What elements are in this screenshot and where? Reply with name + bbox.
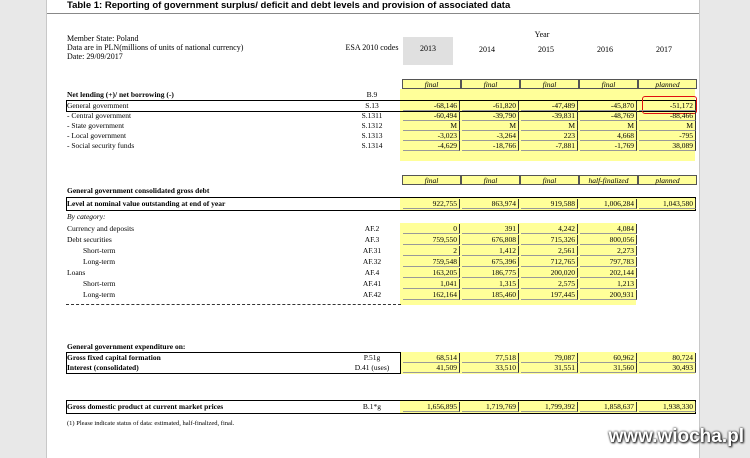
section2-row-code: AF.3 [364,235,380,244]
section2-row-code: AF.2 [364,224,380,233]
section2-row-value-0: 759,548 [403,257,460,267]
section2-row-value-1: 676,808 [462,235,519,245]
gdp-row-value-2: 1,799,392 [521,402,578,412]
by-category-label: By category: [67,212,106,221]
section3-row-value-1: 77,518 [462,353,519,363]
section1-row-label: - Local government [67,131,127,140]
section2-row-value-0: 0 [403,224,460,234]
section1-row-label: - Central government [67,111,132,120]
status1-cell-2: final [520,79,579,89]
status1-cell-0: final [402,79,461,89]
section1-row-code: S.13 [365,101,379,110]
section3-row-value-2: 31,551 [521,363,578,373]
section2-dashed-divider [66,304,401,305]
year-2013: 2013 [403,37,453,65]
section3-row-value-0: 68,514 [403,353,460,363]
section2-row-value-3: 202,144 [580,268,637,278]
section2-row-label: Currency and deposits [67,224,135,233]
section1-row-label: General government [67,101,129,110]
section1-row-value-3: -45,870 [580,101,637,111]
section2-row-code: AF.42 [362,290,382,299]
section1-row-value-4: M [639,121,696,131]
gdp-row-value-4: 1,938,330 [639,402,696,412]
level-row-value-0: 922,755 [403,199,460,209]
section2-row-value-3: 1,213 [580,279,637,289]
section3-row-value-0: 41,509 [403,363,460,373]
year-2017: 2017 [656,45,672,54]
section2-row-value-3: 2,273 [580,246,637,256]
section3-row-value-2: 79,087 [521,353,578,363]
watermark: www.wiocha.pl [608,426,744,447]
section3-row-value-4: 30,493 [639,363,696,373]
section1-row-value-3: -48,769 [580,111,637,121]
section2-row-value-2: 2,561 [521,246,578,256]
section3-row-label: Gross fixed capital formation [67,353,161,362]
section1-row-value-0: -3,023 [403,131,460,141]
section2-row-value-2: 2,575 [521,279,578,289]
section2-row-value-1: 675,396 [462,257,519,267]
section1-row-value-1: -61,820 [462,101,519,111]
section2-row-value-2: 712,765 [521,257,578,267]
section1-row-code: S.1314 [361,141,383,150]
section2-row-value-1: 186,775 [462,268,519,278]
section2-row-code: AF.4 [364,268,380,277]
section2-row-code: AF.41 [362,279,382,288]
section1-row-value-0: -68,146 [403,101,460,111]
section1-row-value-4: -795 [639,131,696,141]
section2-row-label: Long-term [83,290,116,299]
section1-row-value-2: -39,831 [521,111,578,121]
section3-title: General government expenditure on: [67,342,186,351]
status2-cell-3: half-finalized [579,175,638,185]
section3-row-value-1: 33,510 [462,363,519,373]
year-header: Year [534,30,550,39]
section1-title: Net lending (+)/ net borrowing (-) [67,90,174,99]
section3-row-value-3: 60,962 [580,353,637,363]
section2-row-value-1: 1,412 [462,246,519,256]
year-2016: 2016 [597,45,613,54]
document-page [46,0,700,458]
member-state: Member State: Poland [67,34,139,43]
section3-row-code: P.51g [363,353,381,362]
year-2014: 2014 [479,45,495,54]
section1-row-value-4: -88,466 [639,111,696,121]
section2-row-code: AF.31 [362,246,382,255]
section3-row-value-3: 31,560 [580,363,637,373]
status2-cell-0: final [402,175,461,185]
section1-row-value-0: M [403,121,460,131]
section1-row-value-3: M [580,121,637,131]
section2-row-value-2: 715,326 [521,235,578,245]
section2-row-value-0: 163,205 [403,268,460,278]
section1-row-label: - State government [67,121,125,130]
gdp-row-value-3: 1,858,637 [580,402,637,412]
section1-row-value-2: 223 [521,131,578,141]
section1-row-code: S.1313 [361,131,383,140]
section2-row-value-0: 162,164 [403,290,460,300]
gdp-row-code: B.1*g [362,402,382,411]
section2-row-label: Long-term [83,257,116,266]
section1-row-value-2: -47,489 [521,101,578,111]
units-note: Data are in PLN(millions of units of national currency) [67,43,244,52]
section1-row-label: - Social security funds [67,141,135,150]
level-row-value-2: 919,588 [521,199,578,209]
gdp-row-value-0: 1,656,895 [403,402,460,412]
section1-row-value-4: 38,089 [639,141,696,151]
gdp-row-label: Gross domestic product at current market prices [67,402,224,411]
section2-title: General government consolidated gross debt [67,186,210,195]
status2-cell-4: planned [638,175,697,185]
section1-row-value-1: -3,264 [462,131,519,141]
section2-row-value-3: 800,056 [580,235,637,245]
section2-row-value-1: 185,460 [462,290,519,300]
level-row-label: Level at nominal value outstanding at end of year [67,199,226,208]
section1-row-code: S.1311 [361,111,383,120]
section1-row-value-3: -1,769 [580,141,637,151]
section2-row-value-0: 2 [403,246,460,256]
section2-row-value-3: 200,931 [580,290,637,300]
section2-row-label: Short-term [83,246,116,255]
status1-cell-3: final [579,79,638,89]
section2-row-code: AF.32 [362,257,382,266]
table-title: Table 1: Reporting of government surplus/ deficit and debt levels and provision of associated data [47,0,699,14]
section2-row-label: Debt securities [67,235,112,244]
level-row-value-4: 1,043,580 [639,199,696,209]
status1-cell-4: planned [638,79,697,89]
year-2015: 2015 [538,45,554,54]
section2-row-value-2: 200,020 [521,268,578,278]
status2-cell-1: final [461,175,520,185]
section1-row-value-0: -4,629 [403,141,460,151]
section1-row-value-2: M [521,121,578,131]
section1-row-value-3: 4,668 [580,131,637,141]
section2-row-value-3: 797,783 [580,257,637,267]
level-row-value-1: 863,974 [462,199,519,209]
section2-row-value-1: 1,315 [462,279,519,289]
status2-cell-2: final [520,175,579,185]
footnote: (1) Please indicate status of data: estimated, half-finalized, final. [67,420,235,427]
level-row-value-3: 1,006,284 [580,199,637,209]
section2-row-value-0: 759,550 [403,235,460,245]
section3-row-code: D.41 (uses) [354,363,390,372]
esa-codes-header: ESA 2010 codes [345,43,399,52]
section2-row-value-1: 391 [462,224,519,234]
section2-row-label: Short-term [83,279,116,288]
section2-row-value-2: 4,242 [521,224,578,234]
section1-row-value-2: -7,881 [521,141,578,151]
gdp-row-value-1: 1,719,769 [462,402,519,412]
section1-row-value-1: M [462,121,519,131]
section2-row-label: Loans [67,268,86,277]
date-label: Date: 29/09/2017 [67,52,123,61]
section2-row-value-0: 1,041 [403,279,460,289]
section3-row-value-4: 80,724 [639,353,696,363]
section1-title-code: B.9 [366,90,378,99]
section1-row-value-4: -51,172 [639,101,696,111]
section3-row-label: Interest (consolidated) [67,363,139,372]
section2-row-value-3: 4,084 [580,224,637,234]
section1-row-value-0: -60,494 [403,111,460,121]
section2-row-value-2: 197,445 [521,290,578,300]
section1-row-value-1: -39,790 [462,111,519,121]
status1-cell-1: final [461,79,520,89]
section1-row-value-1: -18,766 [462,141,519,151]
section1-row-code: S.1312 [361,121,383,130]
